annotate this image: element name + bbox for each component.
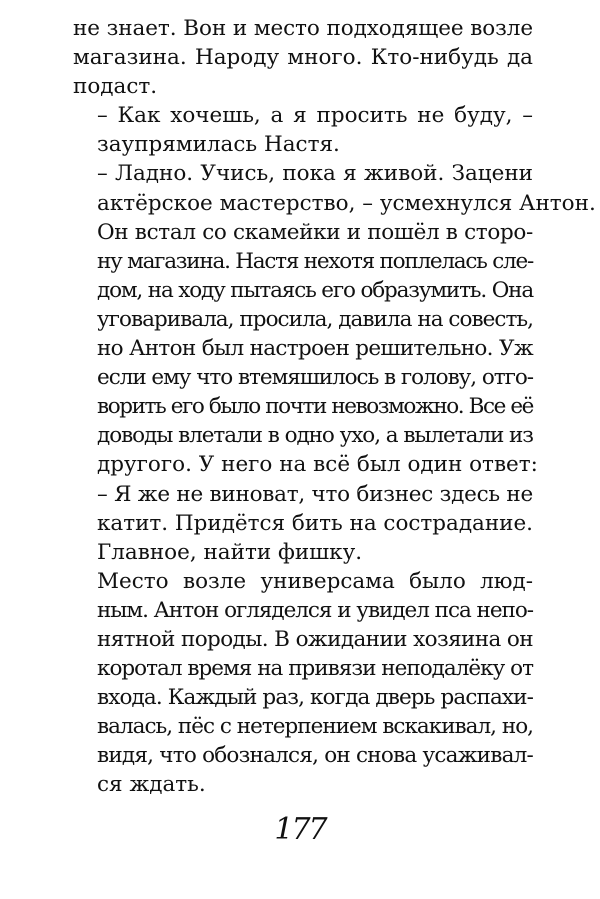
text-line: видя, что обознался, он снова усаживал-: [97, 743, 533, 769]
paragraph: [73, 101, 533, 159]
paragraph: [73, 480, 533, 567]
text-line: коротал время на привязи неподалёку от: [97, 656, 533, 682]
text-line: входа. Каждый раз, когда дверь распахи-: [97, 685, 533, 711]
paragraph: [73, 567, 533, 800]
text-line: если ему что втемяшилось в голову, отго-: [97, 365, 533, 391]
text-line: магазина. Народу много. Кто-нибудь да: [73, 45, 533, 71]
text-line: но Антон был настроен решительно. Уж: [97, 336, 533, 362]
text-line: актёрское мастерство, – усмехнулся Антон.: [97, 190, 596, 216]
text-line: уговаривала, просила, давила на совесть,: [97, 306, 533, 332]
page-number: 177: [274, 812, 326, 847]
text-line: – Ладно. Учись, пока я живой. Зацени: [97, 161, 533, 187]
page-body: [73, 14, 596, 800]
text-line: – Я же не виноват, что бизнес здесь не: [97, 481, 533, 507]
text-line: ну магазина. Настя нехотя поплелась сле-: [97, 248, 533, 274]
text-line: другого. У него на всё был один ответ:: [97, 452, 538, 478]
text-line: ным. Антон огляделся и увидел пса непо-: [97, 597, 533, 623]
paragraph: [73, 218, 538, 480]
text-line: Главное, найти фишку.: [97, 539, 363, 565]
text-line: Он встал со скамейки и пошёл в сторо-: [97, 219, 533, 245]
paragraph: [73, 159, 596, 217]
text-line: нятной породы. В ожидании хозяина он: [97, 626, 533, 652]
text-line: дом, на ходу пытаясь его образумить. Она: [97, 277, 533, 303]
paragraph: [73, 14, 533, 101]
text-line: заупрямилась Настя.: [97, 132, 340, 158]
text-line: ворить его было почти невозможно. Все её: [97, 394, 533, 420]
text-line: валась, пёс с нетерпением вскакивал, но,: [97, 714, 533, 740]
text-line: доводы влетали в одно ухо, а вылетали из: [97, 423, 533, 449]
text-line: не знает. Вон и место подходящее возле: [73, 16, 533, 41]
text-line: катит. Придётся бить на сострадание.: [97, 510, 533, 536]
text-line: – Как хочешь, а я просить не буду, –: [97, 103, 533, 129]
text-line: подаст.: [73, 74, 158, 100]
text-line: Место возле универсама было люд-: [97, 568, 533, 594]
text-line: ся ждать.: [97, 772, 206, 798]
